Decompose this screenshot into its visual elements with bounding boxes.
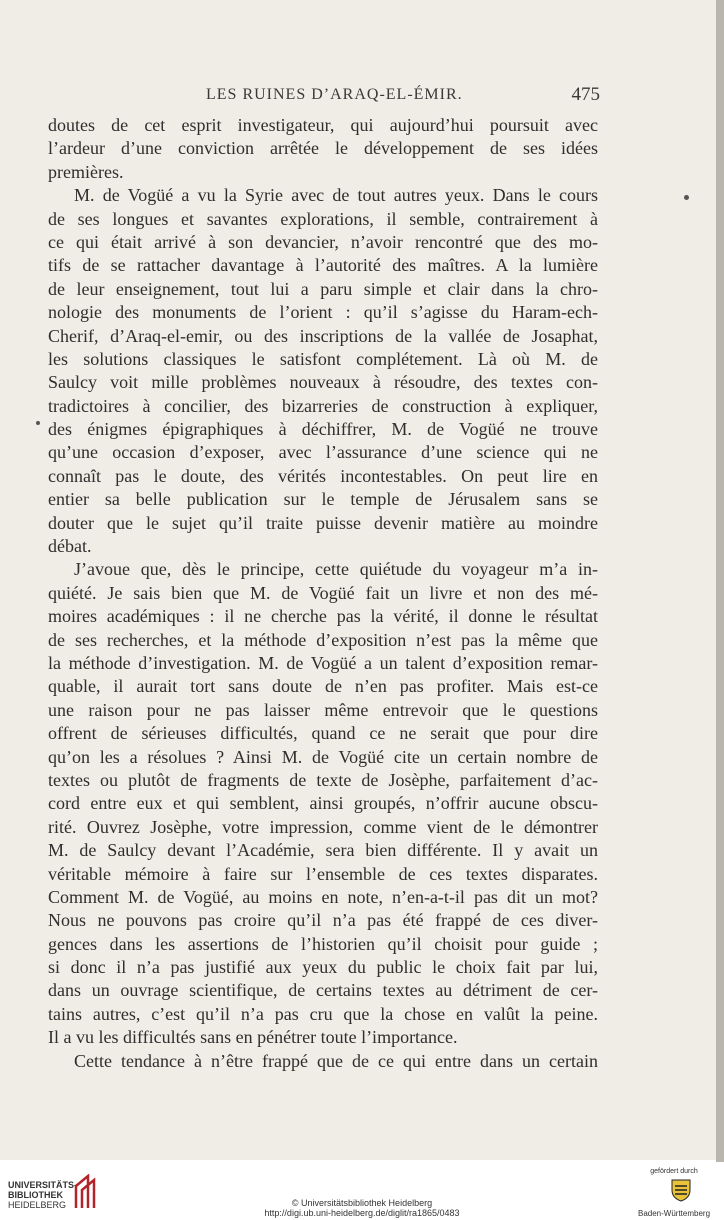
text-line: tradictoires à concilier, des bizarreries de construction à expliquer,: [48, 395, 598, 416]
text-line: cord entre eux et qui semblent, ainsi groupés, n’offrir aucune obscu-: [48, 793, 598, 814]
text-line: Comment M. de Vogüé, au moins en note, n’en-a-t-il pas dit un mot?: [48, 886, 598, 907]
text-line: les solutions classiques le satisfont complétement. Là où M. de: [48, 348, 598, 369]
text-line: nologie des monuments de l’orient : qu’il s’agisse du Haram-ech-: [48, 302, 598, 323]
text-line: entier sa belle publication sur le temple de Jérusalem sans se: [48, 489, 598, 510]
text-line: une raison pour ne pas laisser même entrevoir que le questions: [48, 699, 598, 720]
funding-notice: gefördert durch Baden-Württemberg: [634, 1168, 714, 1218]
text-line: connaît pas le doute, des vérités incontestables. On peut lire en: [48, 465, 598, 486]
text-line: quable, il aurait tort sans doute de n’en pas profiter. Mais est-ce: [48, 676, 598, 697]
source-url[interactable]: http://digi.ub.uni-heidelberg.de/diglit/ra1865/0483: [264, 1208, 460, 1218]
library-name: UNIVERSITÄTS- BIBLIOTHEK HEIDELBERG: [8, 1180, 78, 1210]
text-line: si donc il n’a pas justifié aux yeux du public le choix fait par lui,: [48, 957, 598, 978]
copyright-notice: [0, 1198, 724, 1218]
text-line: quiété. Je sais bien que M. de Vogüé fait un livre et non des mé-: [48, 582, 598, 603]
footer: [0, 1162, 724, 1220]
running-head: LES RUINES D’ARAQ-EL-ÉMIR.: [206, 86, 463, 103]
coat-of-arms-icon: [670, 1178, 692, 1202]
text-line: la méthode d’investigation. M. de Vogüé a un talent d’exposition remar-: [48, 652, 598, 673]
text-line: véritable mémoire à faire sur l’ensemble de ces textes disparates.: [48, 863, 598, 884]
text-line: doutes de cet esprit investigateur, qui aujourd’hui poursuit avec: [48, 115, 598, 135]
text-line: qu’une occasion d’exposer, avec l’assurance d’une science qui ne: [48, 442, 598, 463]
text-line: dans un ouvrage scientifique, de certains textes au détriment de cer-: [48, 980, 598, 1001]
text-line: ce qui était arrivé à son devancier, n’avoir rencontré que des mo-: [48, 231, 598, 252]
text-line: J’avoue que, dès le principe, cette quiétude du voyageur m’a in-: [74, 559, 598, 580]
text-line: M. de Saulcy devant l’Académie, sera bien différente. Il y avait un: [48, 840, 598, 861]
text-line: Saulcy voit mille problèmes nouveaux à résoudre, des textes con-: [48, 372, 598, 393]
ink-spot: [36, 421, 40, 425]
text-line: de ses longues et savantes explorations, il semble, contrairement à: [48, 208, 598, 229]
page-edge: [716, 0, 724, 1162]
text-line: Nous ne pouvons pas croire qu’il n’a pas été frappé de ces diver-: [48, 910, 598, 931]
text-line: de leur enseignement, tout lui a paru simple et clair dans la chro-: [48, 278, 598, 299]
text-line: Cette tendance à n’être frappé que de ce qui entre dans un certain: [74, 1050, 598, 1071]
text-line: des énigmes épigraphiques à déchiffrer, M. de Vogüé ne trouve: [48, 419, 598, 440]
text-line: gences dans les assertions de l’historien qu’il choisit pour guide ;: [48, 933, 598, 954]
text-line: débat.: [48, 536, 92, 557]
text-line: douter que le sujet qu’il traite puisse devenir matière au moindre: [48, 512, 598, 533]
text-line: de ses recherches, et la méthode d’exposition n’est pas la même que: [48, 629, 598, 650]
text-line: tains autres, c’est qu’il n’a pas cru que la chose en valût la peine.: [48, 1003, 598, 1024]
text-line: Il a vu les difficultés sans en pénétrer toute l’importance.: [48, 1027, 458, 1048]
text-line: rité. Ouvrez Josèphe, votre impression, comme vient de le démontrer: [48, 816, 598, 837]
text-line: moires académiques : il ne cherche pas la vérité, il donne le résultat: [48, 606, 598, 627]
page-number: 475: [571, 84, 600, 105]
page-header: [48, 86, 600, 108]
copyright-text: © Universitätsbibliothek Heidelberg: [291, 1198, 433, 1208]
text-line: M. de Vogüé a vu la Syrie avec de tout autres yeux. Dans le cours: [74, 185, 598, 206]
text-line: Cherif, d’Araq-el-emir, ou des inscriptions de la vallée de Josaphat,: [48, 325, 598, 346]
text-line: qu’on les a résolues ? Ainsi M. de Vogüé cite un certain nombre de: [48, 746, 598, 767]
text-line: premières.: [48, 161, 124, 182]
text-line: offrent de sérieuses difficultés, quand ce ne serait que pour dire: [48, 723, 598, 744]
body-text: [48, 114, 598, 1073]
text-line: textes ou plutôt de fragments de texte de Josèphe, parfaitement d’ac-: [48, 769, 598, 790]
ink-spot: [684, 195, 689, 200]
text-line: tifs de se rattacher davantage à l’autorité des maîtres. A la lumière: [48, 255, 598, 276]
funder-name: Baden-Württemberg: [637, 1209, 711, 1218]
text-line: l’ardeur d’une conviction arrêtée le développement de ses idées: [48, 138, 598, 159]
